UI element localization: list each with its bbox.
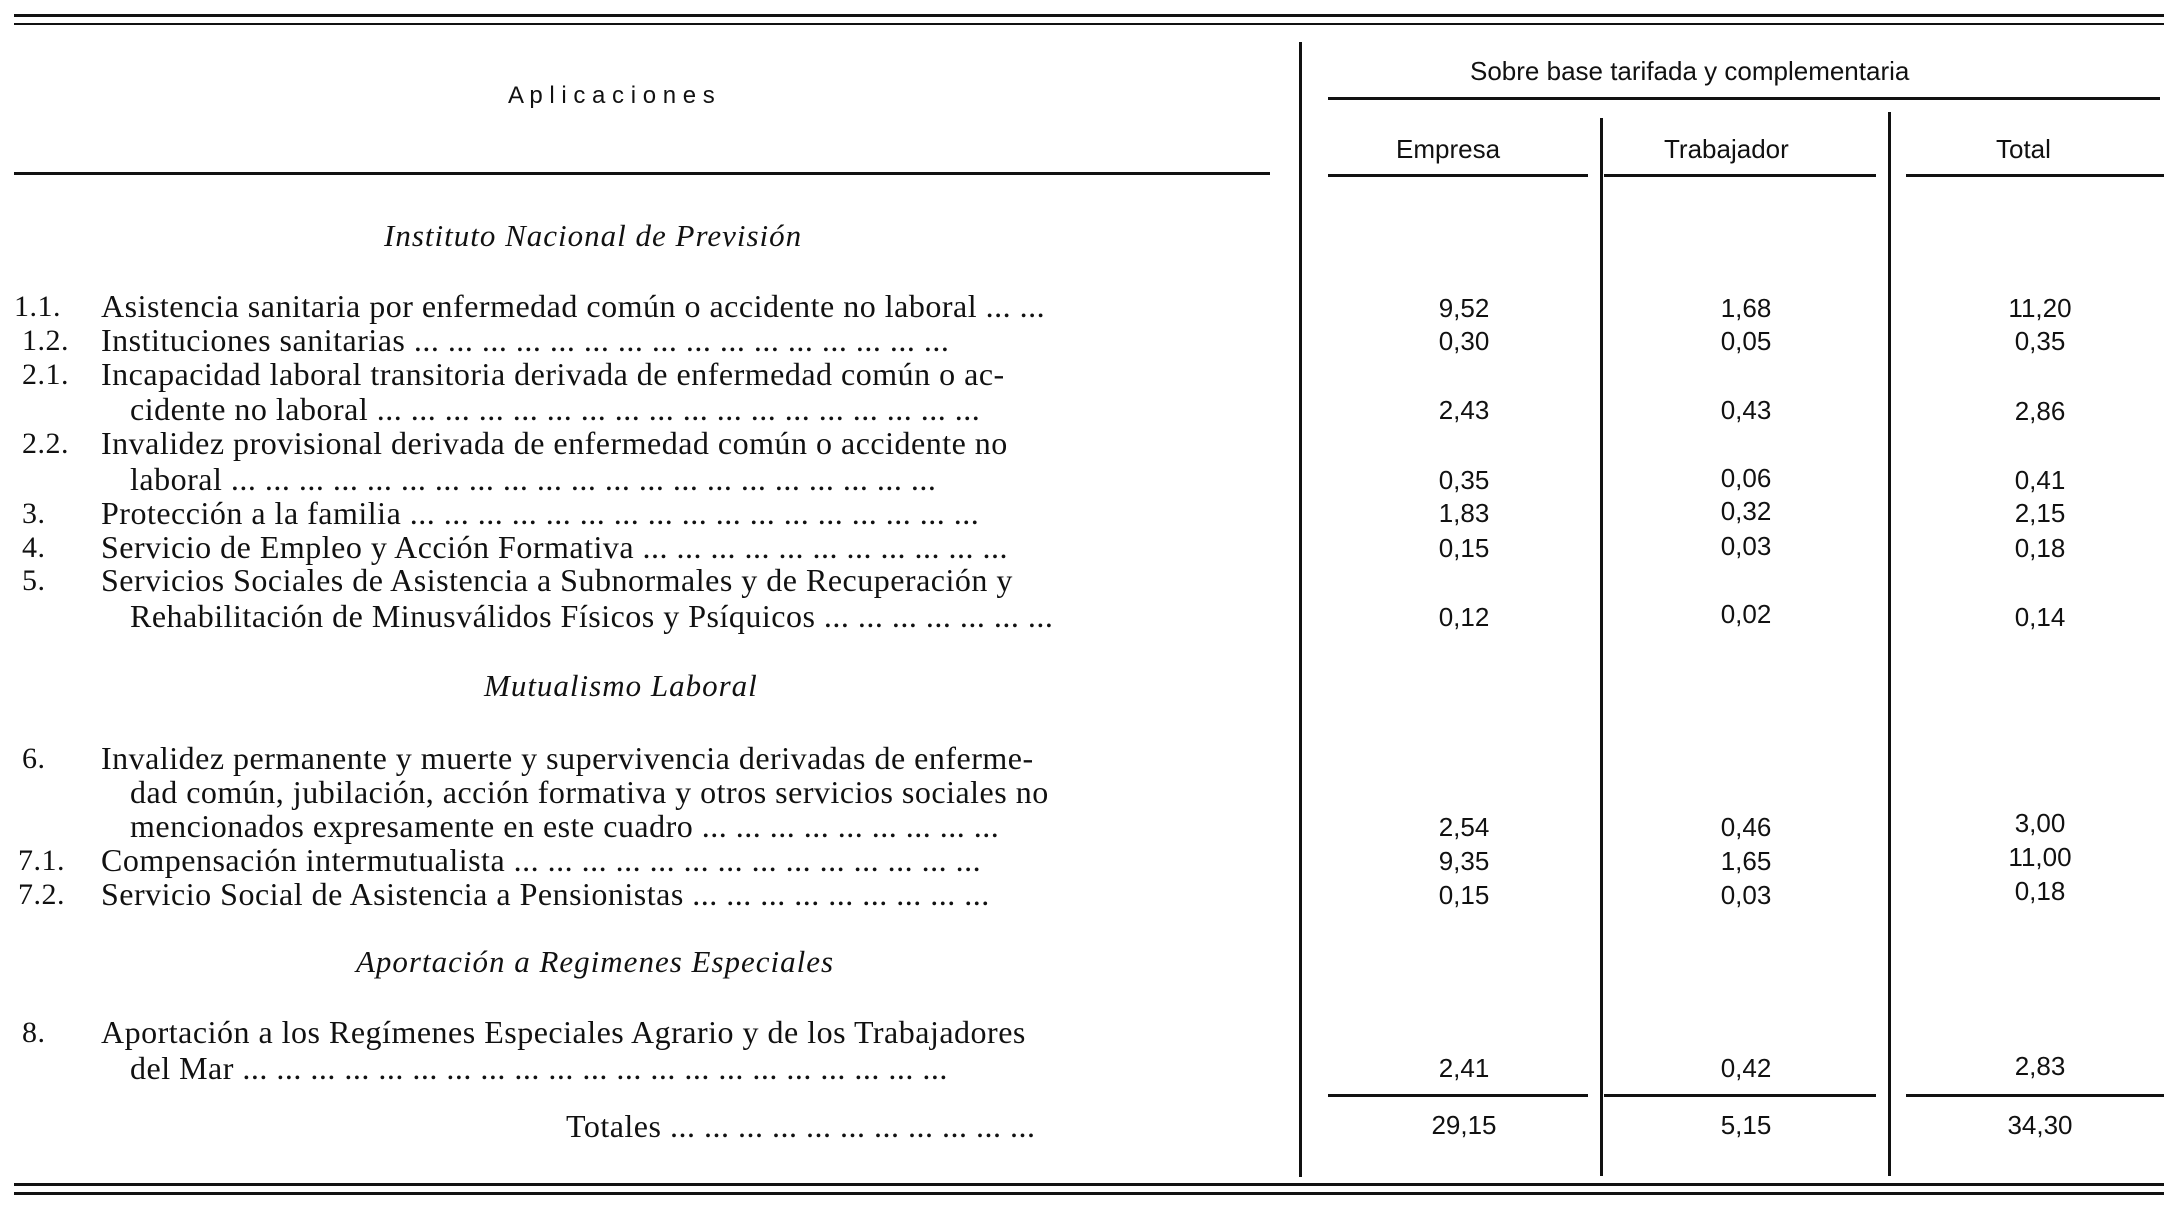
row-value-trabajador: 0,03 xyxy=(1720,880,1772,910)
row-number: 1.1. xyxy=(14,290,61,323)
totals-value-empresa: 29,15 xyxy=(1431,1110,1497,1140)
column-header-empresa: Empresa xyxy=(1396,134,1501,164)
column-header-trabajador: Trabajador xyxy=(1664,134,1789,164)
row-value-trabajador: 0,03 xyxy=(1720,531,1772,561)
row-value-trabajador: 0,02 xyxy=(1720,599,1772,629)
row-label: Aportación a los Regímenes Especiales Agrario y de los Trabajadores xyxy=(101,1014,1026,1050)
row-value-empresa: 2,43 xyxy=(1438,395,1490,425)
section-heading: Instituto Nacional de Previsión xyxy=(384,218,803,253)
row-value-empresa: 0,15 xyxy=(1438,533,1490,563)
row-label-continuation: cidente no laboral ... ... ... ... ... ... ... ... ... ... ... ... ... ... ... ... ... ... xyxy=(130,391,981,427)
row-label: Invalidez permanente y muerte y supervivencia derivadas de enferme- xyxy=(101,740,1034,776)
group-header: Sobre base tarifada y complementaria xyxy=(1470,56,1910,86)
row-number: 7.2. xyxy=(18,878,65,911)
row-label: Incapacidad laboral transitoria derivada de enfermedad común o ac- xyxy=(101,356,1005,392)
row-value-total: 2,15 xyxy=(2014,498,2066,528)
header-rule-trabajador xyxy=(1604,174,1876,177)
row-number: 4. xyxy=(22,531,46,564)
row-value-total: 0,14 xyxy=(2014,602,2066,632)
row-label: Compensación intermutualista ... ... ... ... ... ... ... ... ... ... ... ... ... ... xyxy=(101,842,982,878)
row-value-empresa: 9,52 xyxy=(1438,293,1490,323)
section-heading: Aportación a Regimenes Especiales xyxy=(356,944,835,979)
section-heading: Mutualismo Laboral xyxy=(484,668,758,703)
row-value-total: 0,41 xyxy=(2014,465,2066,495)
row-number: 8. xyxy=(22,1016,46,1049)
row-label-continuation: mencionados expresamente en este cuadro ... ... ... ... ... ... ... ... ... xyxy=(130,808,1000,844)
row-value-empresa: 1,83 xyxy=(1438,498,1490,528)
row-value-empresa: 9,35 xyxy=(1438,846,1490,876)
row-label: Servicio Social de Asistencia a Pensionistas ... ... ... ... ... ... ... ... ... xyxy=(101,876,990,912)
top-rule-1 xyxy=(14,14,2164,17)
row-value-trabajador: 0,05 xyxy=(1720,326,1772,356)
row-label: Asistencia sanitaria por enfermedad común o accidente no laboral ... ... xyxy=(101,288,1046,324)
column-divider-1 xyxy=(1299,42,1302,1177)
row-value-trabajador: 0,42 xyxy=(1720,1053,1772,1083)
row-number: 7.1. xyxy=(18,844,65,877)
row-value-total: 0,18 xyxy=(2014,533,2066,563)
row-label-continuation: laboral ... ... ... ... ... ... ... ... ... ... ... ... ... ... ... ... ... ... ... ... ... xyxy=(130,461,937,497)
row-value-empresa: 2,41 xyxy=(1438,1053,1490,1083)
row-value-total: 11,20 xyxy=(2008,293,2072,323)
row-value-empresa: 0,35 xyxy=(1438,465,1490,495)
row-value-total: 2,86 xyxy=(2014,396,2066,426)
row-number: 5. xyxy=(22,564,46,597)
row-value-total: 11,00 xyxy=(2008,842,2072,872)
totals-rule-total xyxy=(1906,1094,2164,1097)
totals-label: Totales ... ... ... ... ... ... ... ... ... ... ... xyxy=(566,1108,1036,1144)
row-value-trabajador: 0,46 xyxy=(1720,812,1772,842)
bottom-rule-1 xyxy=(14,1183,2164,1186)
row-value-trabajador: 0,43 xyxy=(1720,395,1772,425)
row-value-trabajador: 1,65 xyxy=(1720,846,1772,876)
group-header-rule xyxy=(1328,97,2160,100)
row-value-total: 2,83 xyxy=(2014,1051,2066,1081)
column-header-total: Total xyxy=(1996,134,2051,164)
row-number: 2.1. xyxy=(22,358,69,391)
row-value-empresa: 0,12 xyxy=(1438,602,1490,632)
totals-rule-empresa xyxy=(1328,1094,1588,1097)
row-label-continuation: dad común, jubilación, acción formativa y otros servicios sociales no xyxy=(130,774,1049,810)
column-divider-3 xyxy=(1888,112,1891,1176)
header-rule-total xyxy=(1906,174,2164,177)
row-value-trabajador: 0,32 xyxy=(1720,496,1772,526)
row-value-empresa: 2,54 xyxy=(1438,812,1490,842)
row-label: Instituciones sanitarias ... ... ... ... ... ... ... ... ... ... ... ... ... ... ... ... xyxy=(101,322,950,358)
header-rule-left xyxy=(14,172,1270,175)
row-value-empresa: 0,30 xyxy=(1438,326,1490,356)
row-number: 1.2. xyxy=(22,324,69,357)
bottom-rule-2 xyxy=(14,1192,2164,1195)
header-rule-empresa xyxy=(1328,174,1588,177)
row-label: Servicios Sociales de Asistencia a Subnormales y de Recuperación y xyxy=(101,562,1013,598)
row-value-trabajador: 1,68 xyxy=(1720,293,1772,323)
row-value-total: 0,35 xyxy=(2014,326,2066,356)
totals-rule-trabajador xyxy=(1604,1094,1876,1097)
row-value-empresa: 0,15 xyxy=(1438,880,1490,910)
row-number: 6. xyxy=(22,742,46,775)
row-number: 3. xyxy=(22,497,46,530)
row-label: Invalidez provisional derivada de enfermedad común o accidente no xyxy=(101,425,1008,461)
top-rule-2 xyxy=(14,23,2164,25)
row-number: 2.2. xyxy=(22,427,69,460)
row-label-continuation: Rehabilitación de Minusválidos Físicos y Psíquicos ... ... ... ... ... ... ... xyxy=(130,598,1054,634)
row-label: Servicio de Empleo y Acción Formativa ... ... ... ... ... ... ... ... ... ... ... xyxy=(101,529,1009,565)
row-label-continuation: del Mar ... ... ... ... ... ... ... ... ... ... ... ... ... ... ... ... ... ... ... ... ... xyxy=(130,1050,948,1086)
row-value-total: 3,00 xyxy=(2014,808,2066,838)
row-value-total: 0,18 xyxy=(2014,876,2066,906)
totals-value-total: 34,30 xyxy=(2007,1110,2073,1140)
row-label: Protección a la familia ... ... ... ... ... ... ... ... ... ... ... ... ... ... ... ... ... xyxy=(101,495,980,531)
totals-value-trabajador: 5,15 xyxy=(1720,1110,1772,1140)
column-divider-2 xyxy=(1600,118,1603,1176)
row-value-trabajador: 0,06 xyxy=(1720,463,1772,493)
applications-header: A p l i c a c i o n e s xyxy=(508,82,715,109)
